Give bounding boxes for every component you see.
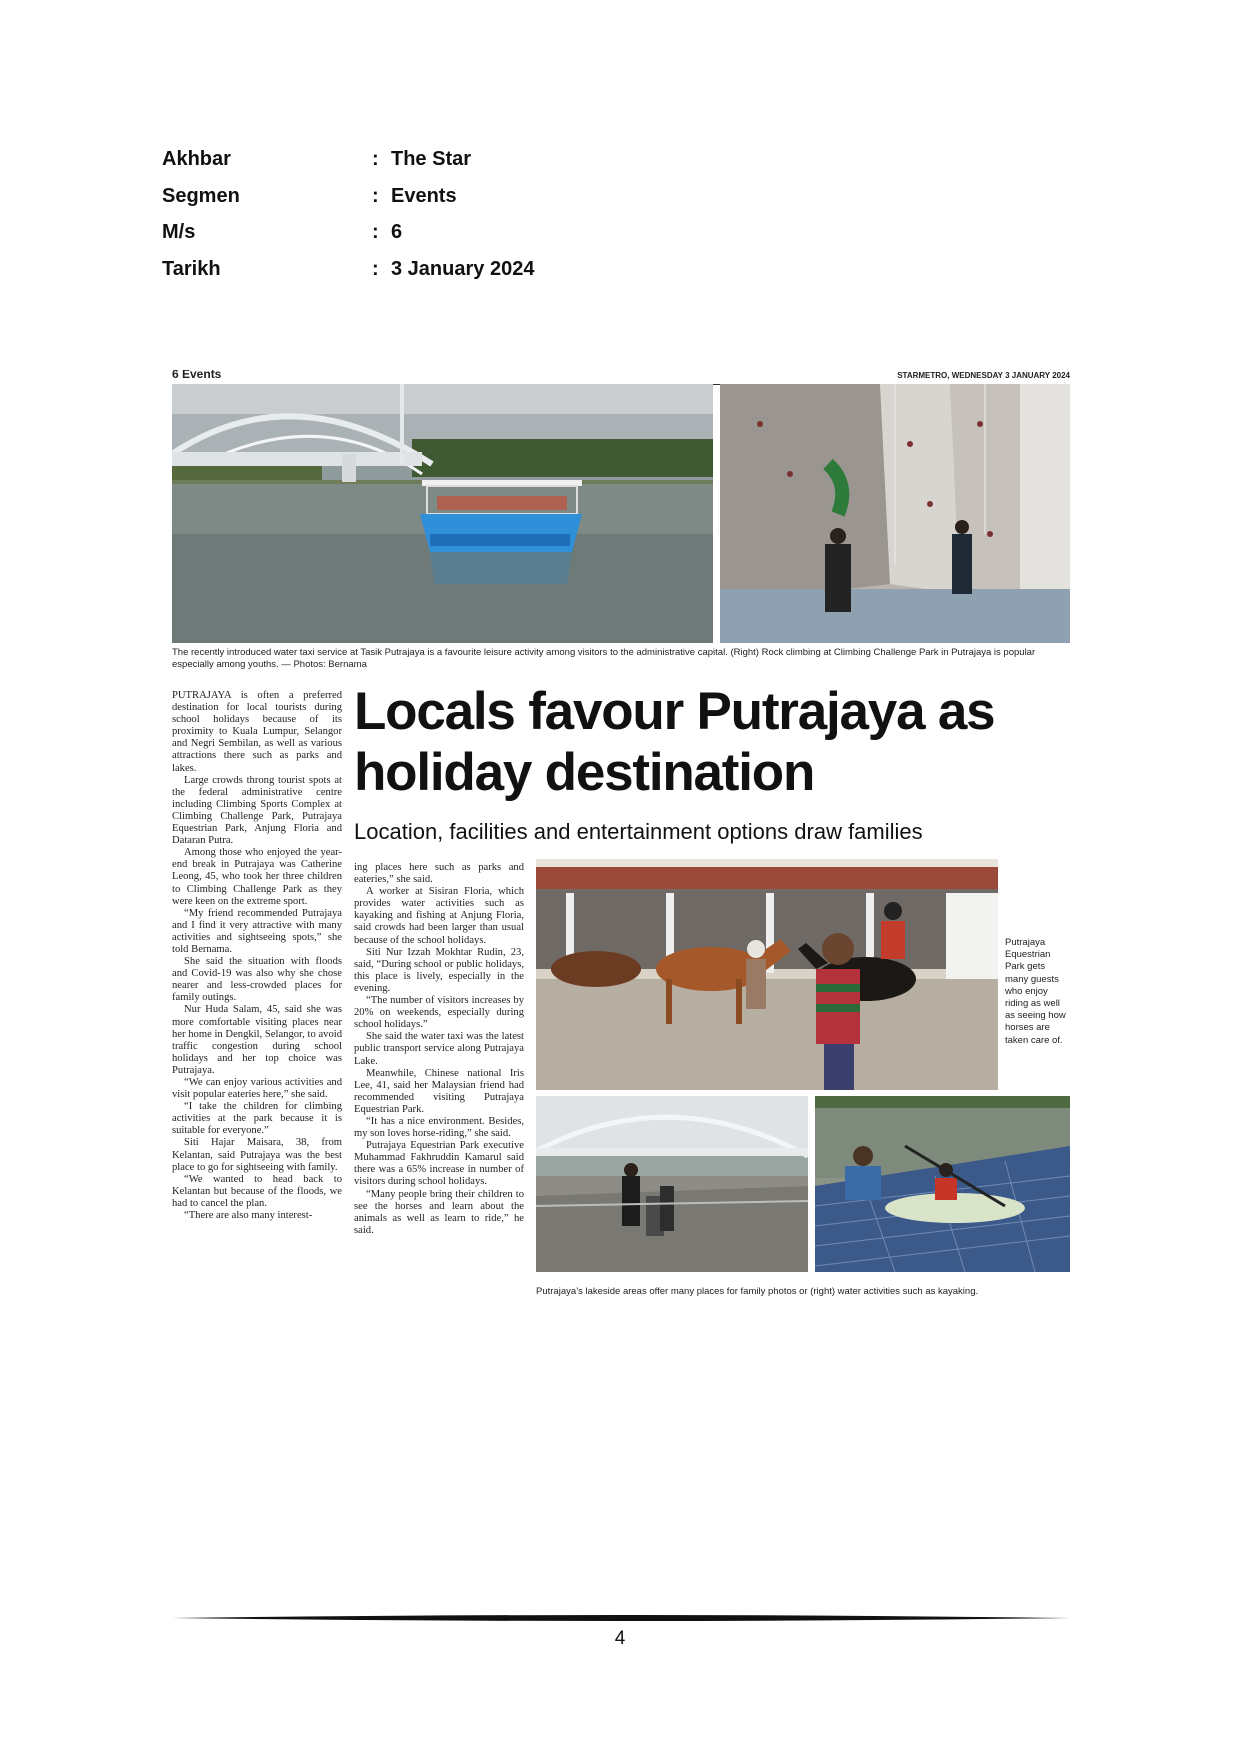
paragraph: “It has a nice environment. Besides, my son loves horse-riding,” she said. [354, 1115, 524, 1140]
paragraph: Nur Huda Salam, 45, said she was more comfortable visiting places near her home in Dengkil, Selangor, to avoid traffic congestion during school holidays and her top choice was Putrajaya. [172, 1004, 342, 1076]
photo-lakeside [536, 1096, 808, 1272]
footer-rule [172, 1614, 1070, 1622]
top-photo-caption: The recently introduced water taxi service at Tasik Putrajaya is a favourite leisure activity among visitors to the administrative capital. (Right) Rock climbing at Climbing Challenge Park in Putrajaya is popular especially among youths. — Photos: Bernama [172, 647, 1036, 670]
article-column-1 [172, 690, 342, 1222]
bottom-photo-caption: Putrajaya’s lakeside areas offer many places for family photos or (right) water activities such as kayaking. [536, 1286, 979, 1297]
paragraph: She said the water taxi was the latest public transport service along Putrajaya Lake. [354, 1031, 524, 1067]
meta-row-newspaper [162, 148, 762, 185]
paragraph: Siti Hajar Maisara, 38, from Kelantan, said Putrajaya was the best place to go for sightseeing with family. [172, 1137, 342, 1173]
meta-row-segment [162, 185, 762, 222]
masthead-section: 6 Events [172, 370, 222, 381]
photo-climbing [720, 384, 1070, 643]
meta-colon: : [372, 221, 379, 243]
meta-row-date [162, 258, 762, 295]
paragraph: “We wanted to head back to Kelantan but because of the floods, we had to cancel the plan. [172, 1173, 342, 1209]
paragraph: A worker at Sisiran Floria, which provides water activities such as kayaking and fishing at Anjung Floria, said crowds had been larger than usual because of the school holidays. [354, 886, 524, 946]
photo-kayak [815, 1096, 1070, 1272]
paragraph: “The number of visitors increases by 20% on weekends, especially during school holidays.” [354, 995, 524, 1031]
paragraph: “There are also many interest- [184, 1210, 313, 1222]
masthead-date: STARMETRO, WEDNESDAY 3 JANUARY 2024 [897, 371, 1070, 380]
climbing-image [720, 384, 1070, 643]
newspaper-clipping [172, 370, 1070, 1305]
horses-photo-caption: Putrajaya Equestrian Park gets many guests who enjoy riding as well as seeing how horses are taken care of. [1005, 937, 1066, 1046]
paragraph: Siti Nur Izzah Mokhtar Rudin, 23, said, “During school or public holidays, this place is lively, especially in the evening. [354, 946, 524, 994]
paragraph: “My friend recommended Putrajaya and I find it very attractive with many activities and sightseeing spots,” she told Bernama. [172, 907, 342, 955]
meta-colon: : [372, 257, 379, 280]
paragraph: Meanwhile, Chinese national Iris Lee, 41, said her Malaysian friend had recommended visiting Putrajaya Equestrian Park. [354, 1067, 524, 1115]
paragraph: “I take the children for climbing activities at the park because it is suitable for everyone.” [172, 1101, 342, 1137]
meta-value: The Star [391, 148, 472, 170]
paragraph: Putrajaya Equestrian Park executive Muhammad Fakhruddin Kamarul said there was a 65% increase in number of visitors during school holidays. [354, 1140, 524, 1188]
meta-value: 6 [391, 221, 403, 243]
paragraph: She said the situation with floods and Covid-19 was also why she chose nearer and less-crowded places for family outings. [172, 956, 342, 1004]
meta-label: Akhbar [162, 148, 231, 170]
article-column-2 [354, 862, 524, 1237]
kayak-image [815, 1096, 1070, 1272]
paragraph: ing places here such as parks and eateries,” she said. [354, 862, 524, 886]
meta-row-page [162, 221, 762, 258]
photo-water-taxi [172, 384, 713, 643]
paragraph: “We can enjoy various activities and visit popular eateries here,” she said. [172, 1077, 342, 1101]
meta-label: Segmen [162, 184, 240, 207]
horses-image [536, 859, 998, 1090]
lakeside-image [536, 1096, 808, 1272]
paragraph: PUTRAJAYA is often a preferred destination for local tourists during school holidays because of its proximity to Kuala Lumpur, Selangor and Negri Sembilan, as well as various attractions there such as parks and lakes. [172, 690, 342, 774]
water-taxi-image [172, 384, 713, 643]
photo-horses [536, 859, 998, 1090]
headline: Locals favour Putrajaya as holiday destination [354, 682, 995, 802]
metadata-header [162, 148, 762, 294]
paragraph: “Many people bring their children to see the horses and learn about the animals as well as learn to ride,” he said. [354, 1188, 524, 1236]
page-number: 4 [614, 1628, 626, 1649]
meta-value: Events [391, 184, 457, 207]
paragraph: Among those who enjoyed the year-end break in Putrajaya was Catherine Leong, 45, who took her three children to Climbing Challenge Park as they were keen on the extreme sport. [172, 847, 342, 907]
paragraph: Large crowds throng tourist spots at the federal administrative centre including Climbing Sports Complex at Climbing Challenge Park, Putrajaya Equestrian Park, Anjung Floria and Dataran Putra. [172, 774, 342, 847]
meta-value: 3 January 2024 [391, 257, 535, 280]
subheadline: Location, facilities and entertainment options draw families [354, 819, 923, 844]
meta-colon: : [372, 148, 379, 170]
meta-label: M/s [162, 221, 196, 243]
meta-colon: : [372, 184, 379, 207]
meta-label: Tarikh [162, 257, 221, 280]
masthead [172, 370, 1070, 385]
